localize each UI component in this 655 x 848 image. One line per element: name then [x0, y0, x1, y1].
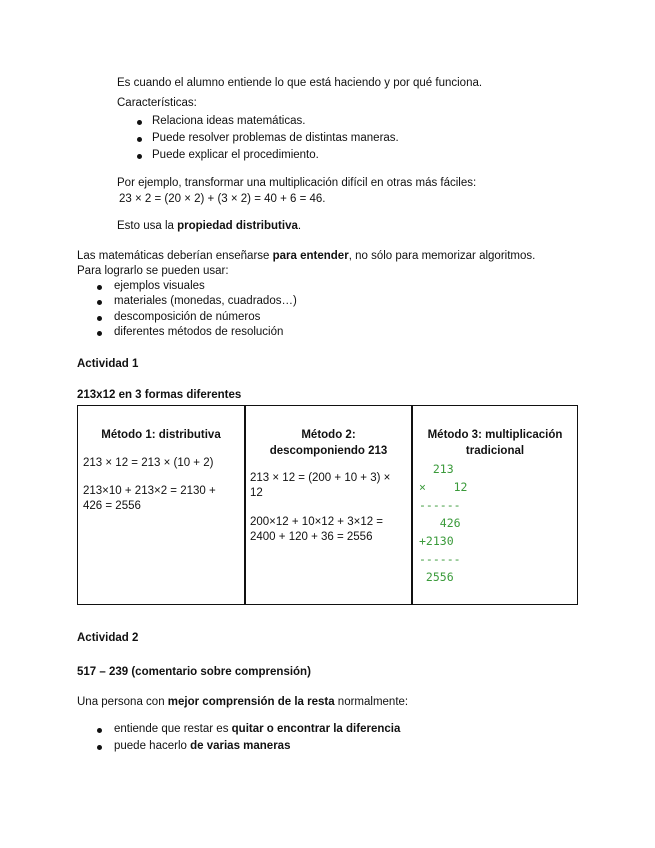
example-formula: 23 × 2 = (20 × 2) + (3 × 2) = 40 + 6 = 46.	[119, 193, 326, 205]
characteristic-item: Relaciona ideas matemáticas.	[152, 115, 306, 127]
method3-row: × 12	[419, 480, 468, 494]
methods-table	[77, 405, 578, 605]
bullet-icon	[97, 728, 102, 733]
method2-line: 200×12 + 10×12 + 3×12 =	[250, 516, 384, 528]
teaching-item: diferentes métodos de resolución	[114, 326, 284, 338]
activity2-heading: Actividad 2	[77, 632, 139, 644]
bullet-icon	[137, 137, 142, 142]
bullet-icon	[97, 285, 102, 290]
distributive-term: propiedad distributiva	[177, 220, 298, 232]
method1-cell	[78, 406, 244, 604]
distributive-note-suffix: .	[297, 220, 302, 232]
method2-header: Método 2:	[301, 429, 356, 441]
teaching-item: ejemplos visuales	[114, 280, 205, 292]
activity2-item-prefix: puede hacerlo	[114, 740, 191, 752]
method3-header: Método 3: multiplicación	[427, 429, 563, 441]
distributive-note-prefix: Esto usa la	[117, 220, 178, 232]
activity2-intro-suffix: normalmente:	[334, 696, 409, 708]
bullet-icon	[137, 154, 142, 159]
bullet-icon	[97, 745, 102, 750]
activity2-intro-prefix: Una persona con	[77, 696, 168, 708]
characteristic-item: Puede resolver problemas de distintas maneras.	[152, 132, 399, 144]
activity2-item	[114, 722, 400, 737]
method1-header: Método 1: distributiva	[101, 429, 221, 441]
method1-line: 213×10 + 213×2 = 2130 +	[83, 485, 216, 497]
distributive-note	[117, 219, 301, 234]
teaching-bold: para entender	[272, 250, 349, 262]
activity2-item-prefix: entiende que restar es	[114, 723, 232, 735]
method2-line: 2400 + 120 + 36 = 2556	[250, 531, 373, 543]
teaching-suffix: , no sólo para memorizar algoritmos.	[348, 250, 536, 262]
teaching-tools-label: Para lograrlo se pueden usar:	[77, 265, 229, 277]
activity1-subheading: 213x12 en 3 formas diferentes	[77, 389, 242, 401]
bullet-icon	[97, 331, 102, 336]
method2-cell	[246, 406, 411, 604]
method3-row: 426	[419, 516, 461, 530]
activity2-intro	[77, 695, 408, 710]
characteristics-label: Características:	[117, 97, 197, 109]
example-label: Por ejemplo, transformar una multiplicación difícil en otras más fáciles:	[117, 177, 477, 189]
activity2-subheading: 517 – 239 (comentario sobre comprensión)	[77, 666, 311, 678]
method3-row: 213	[419, 462, 454, 476]
teaching-statement	[77, 249, 535, 264]
activity2-item	[114, 739, 290, 754]
teaching-item: descomposición de números	[114, 311, 261, 323]
characteristic-item: Puede explicar el procedimiento.	[152, 149, 319, 161]
method3-row: 2556	[419, 570, 454, 584]
method3-row: ------	[419, 552, 461, 566]
bullet-icon	[97, 300, 102, 305]
activity1-heading: Actividad 1	[77, 358, 139, 370]
method2-line: 12	[250, 487, 263, 499]
method3-row: ------	[419, 498, 461, 512]
bullet-icon	[137, 120, 142, 125]
method3-cell	[413, 406, 577, 604]
method2-header: descomponiendo 213	[269, 445, 388, 457]
activity2-item-bold: quitar o encontrar la diferencia	[231, 723, 401, 735]
method3-row: +2130	[419, 534, 454, 548]
teaching-prefix: Las matemáticas deberían enseñarse	[77, 250, 273, 262]
activity2-item-bold: de varias maneras	[190, 740, 291, 752]
teaching-item: materiales (monedas, cuadrados…)	[114, 295, 297, 307]
method1-line: 213 × 12 = 213 × (10 + 2)	[83, 457, 214, 469]
activity2-intro-bold: mejor comprensión de la resta	[167, 696, 335, 708]
method1-line: 426 = 2556	[83, 500, 141, 512]
method3-header: tradicional	[465, 445, 525, 457]
bullet-icon	[97, 316, 102, 321]
definition-text: Es cuando el alumno entiende lo que está haciendo y por qué funciona.	[117, 77, 483, 89]
method2-line: 213 × 12 = (200 + 10 + 3) ×	[250, 472, 391, 484]
